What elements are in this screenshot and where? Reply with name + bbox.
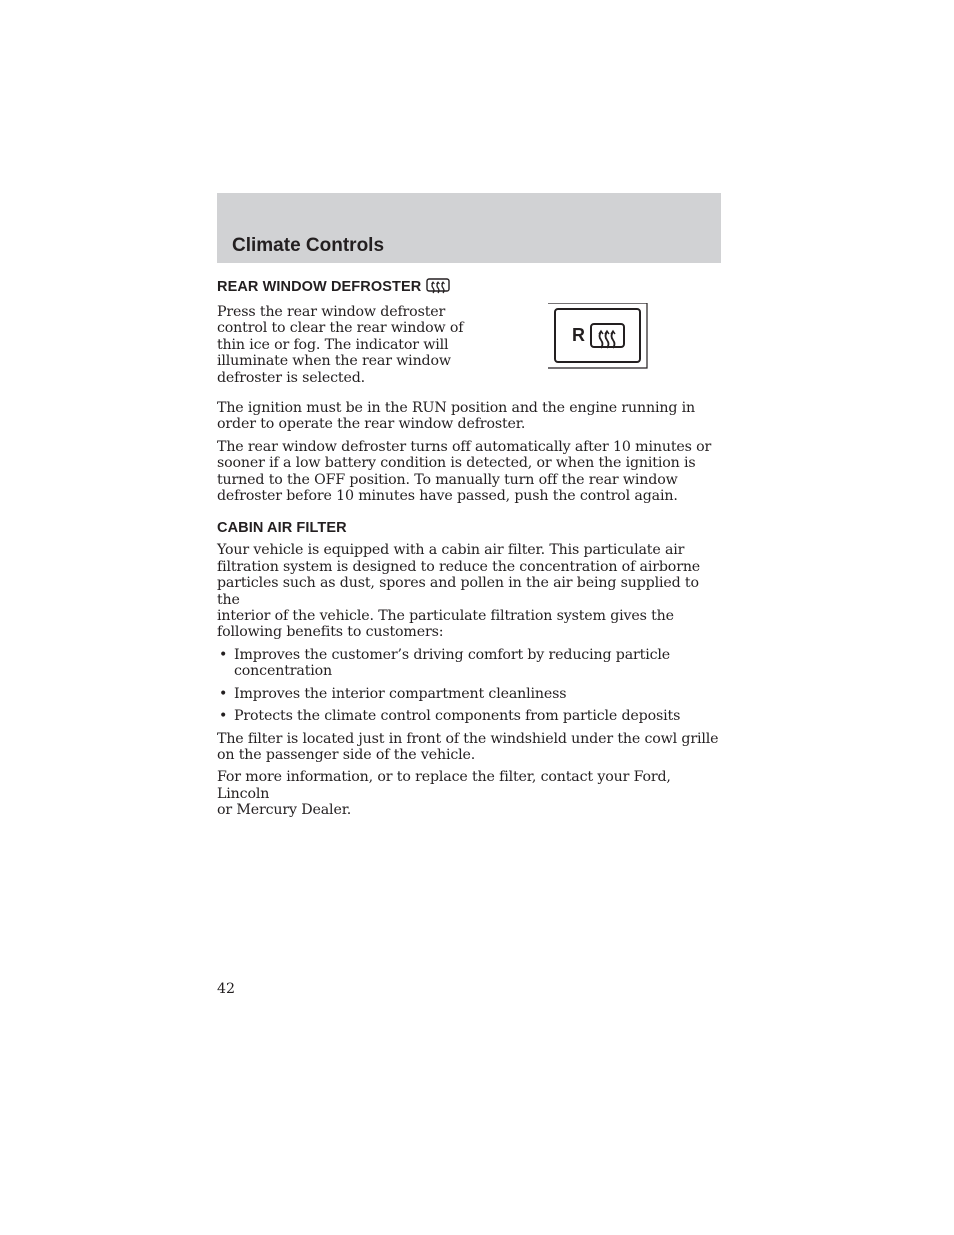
text-line: defroster before 10 minutes have passed, push the control again.	[217, 488, 678, 505]
cabin-filter-intro-paragraph	[217, 542, 719, 640]
chapter-header-band	[217, 193, 721, 263]
section-heading: CABIN AIR FILTER	[217, 520, 347, 537]
bullet-icon: •	[219, 685, 228, 702]
page-number: 42	[217, 981, 236, 997]
text-line: control to clear the rear window of	[217, 320, 464, 337]
text-line: For more information, or to replace the filter, contact your Ford, Lincoln	[217, 769, 671, 802]
text-line: order to operate the rear window defroster.	[217, 416, 526, 433]
text-line: The filter is located just in front of the windshield under the cowl grille	[217, 730, 719, 747]
text-line: defroster is selected.	[217, 369, 365, 386]
text-line: on the passenger side of the vehicle.	[217, 746, 476, 763]
text-line: turned to the OFF position. To manually turn off the rear window	[217, 471, 678, 488]
list-item-text: concentration	[234, 663, 333, 680]
text-line: Your vehicle is equipped with a cabin air filter. This particulate air	[217, 542, 685, 559]
defroster-button-illustration	[548, 303, 648, 369]
ignition-paragraph	[217, 400, 719, 433]
filter-location-paragraph	[217, 731, 719, 764]
list-item-text: Protects the climate control components from particle deposits	[234, 708, 681, 725]
text-line: sooner if a low battery condition is detected, or when the ignition is	[217, 455, 696, 472]
button-letter: R	[572, 325, 585, 345]
text-line: thin ice or fog. The indicator will	[217, 336, 449, 353]
rear-window-defroster-section	[217, 276, 719, 504]
text-line: Press the rear window defroster	[217, 304, 446, 320]
text-line: or Mercury Dealer.	[217, 802, 352, 819]
intro-paragraph	[217, 304, 467, 386]
list-item-text: Improves the interior compartment cleanliness	[234, 685, 567, 702]
benefits-list	[217, 647, 719, 725]
cabin-air-filter-section	[217, 518, 719, 818]
bullet-icon: •	[219, 646, 228, 663]
section-heading	[217, 276, 719, 298]
bullet-icon: •	[219, 708, 228, 725]
text-line: The ignition must be in the RUN position and the engine running in	[217, 400, 696, 416]
text-line: interior of the vehicle. The particulate filtration system gives the	[217, 608, 674, 625]
page-content	[217, 276, 719, 819]
rear-defrost-icon	[426, 278, 450, 296]
section-heading-text: REAR WINDOW DEFROSTER	[217, 279, 422, 295]
auto-off-paragraph	[217, 439, 719, 505]
text-line: The rear window defroster turns off automatically after 10 minutes or	[217, 438, 712, 455]
list-item	[217, 686, 719, 702]
dealer-contact-paragraph	[217, 769, 719, 818]
intro-row	[217, 304, 719, 394]
text-line: illuminate when the rear window	[217, 353, 451, 370]
list-item	[217, 708, 719, 724]
list-item-text: Improves the customer’s driving comfort by reducing particle	[234, 646, 671, 663]
text-line: following benefits to customers:	[217, 624, 444, 641]
text-line: filtration system is designed to reduce the concentration of airborne	[217, 558, 701, 575]
list-item	[217, 647, 719, 680]
text-line: particles such as dust, spores and pollen in the air being supplied to the	[217, 575, 699, 608]
chapter-title: Climate Controls	[232, 235, 385, 256]
